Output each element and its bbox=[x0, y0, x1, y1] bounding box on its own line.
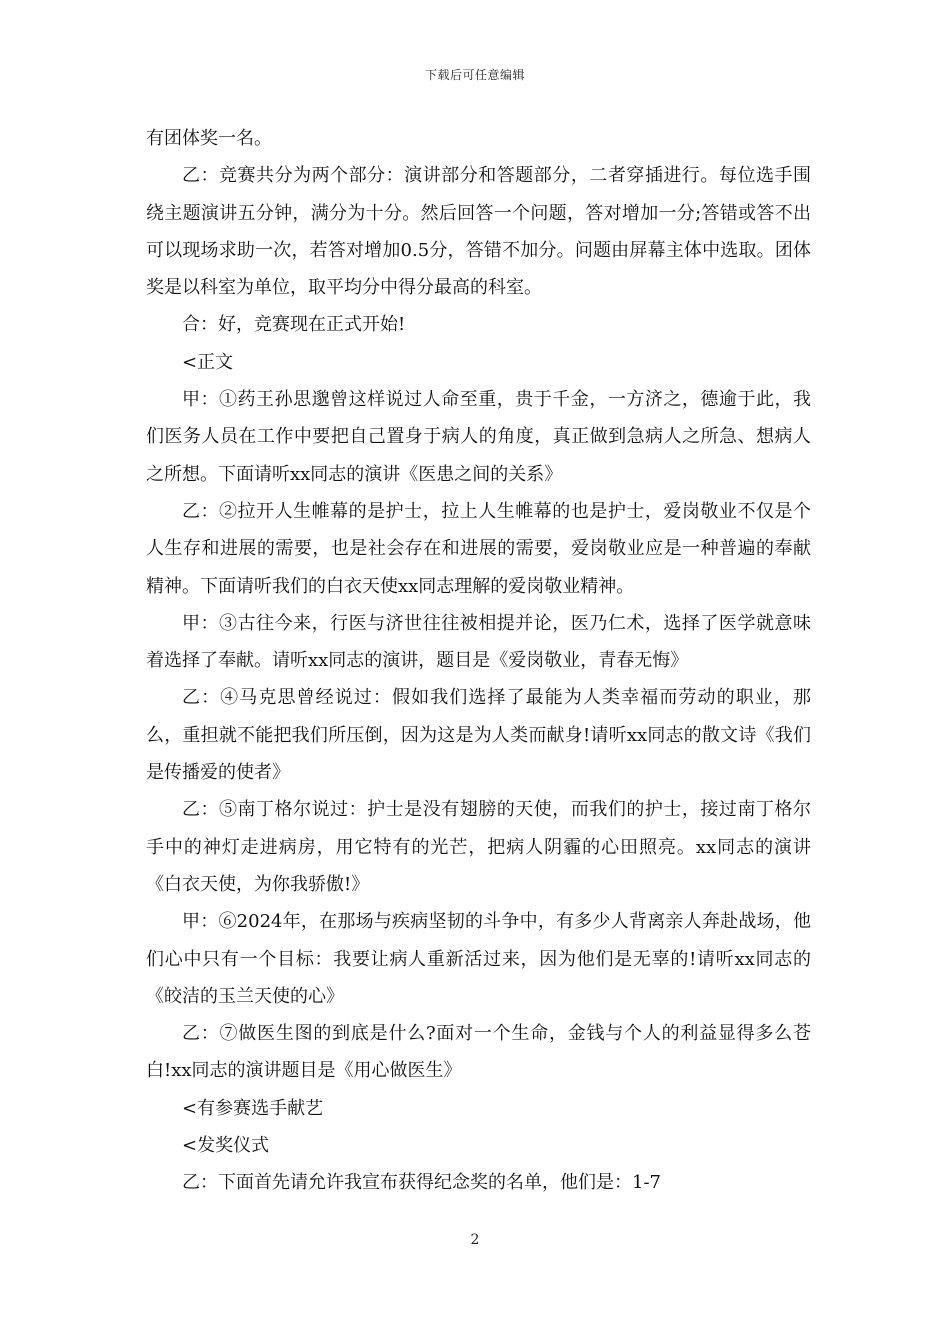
paragraph-rules: 乙：竞赛共分为两个部分：演讲部分和答题部分，二者穿插进行。每位选手围绕主题演讲五分钟，满分为十分。然后回答一个问题，答对增加一分;答错或答不出可以现场求助一次，若答对增加0.5分，答错不加分。问题由屏幕主体中选取。团体奖是以科室为单位，取平均分中得分最高的科室。 bbox=[146, 165, 811, 299]
document-body bbox=[146, 120, 811, 1202]
paragraph-speech-3: 甲：③古往今来，行医与济世往往被相提并论，医乃仁术，选择了医学就意味着选择了奉献。请听xx同志的演讲，题目是《爱岗敬业，青春无悔》 bbox=[146, 612, 811, 672]
section-heading-awards: <发奖仪式 bbox=[182, 1135, 270, 1157]
paragraph-start: 合：好，竞赛现在正式开始! bbox=[182, 314, 406, 336]
paragraph-speech-4: 乙：④马克思曾经说过：假如我们选择了最能为人类幸福而劳动的职业，那么，重担就不能把我们所压倒，因为这是为人类而献身!请听xx同志的散文诗《我们是传播爱的使者》 bbox=[146, 687, 811, 784]
section-heading-performance: <有参赛选手献艺 bbox=[182, 1097, 324, 1119]
page-header: 下载后可任意编辑 bbox=[424, 68, 525, 82]
paragraph-awards: 乙：下面首先请允许我宣布获得纪念奖的名单，他们是：1-7 bbox=[182, 1172, 661, 1194]
paragraph-continuation: 有团体奖一名。 bbox=[146, 128, 272, 149]
section-heading-main: <正文 bbox=[182, 351, 234, 373]
paragraph-speech-5: 乙：⑤南丁格尔说过：护士是没有翅膀的天使，而我们的护士，接过南丁格尔手中的神灯走进病房，用它特有的光芒，把病人阴霾的心田照亮。xx同志的演讲《白衣天使，为你我骄傲!》 bbox=[146, 799, 811, 895]
paragraph-speech-2: 乙：②拉开人生帷幕的是护士，拉上人生帷幕的也是护士，爱岗敬业不仅是个人生存和进展的需要，也是社会存在和进展的需要，爱岗敬业应是一种普遍的奉献精神。下面请听我们的白衣天使xx同志理解的爱岗敬业精神。 bbox=[146, 500, 811, 597]
paragraph-speech-7: 乙：⑦做医生图的到底是什么?面对一个生命，金钱与个人的利益显得多么苍白!xx同志的演讲题目是《用心做医生》 bbox=[146, 1023, 811, 1082]
paragraph-speech-6: 甲：⑥2024年，在那场与疾病坚韧的斗争中，有多少人背离亲人奔赴战场，他们心中只有一个目标：我要让病人重新活过来，因为他们是无辜的!请听xx同志的《皎洁的玉兰天使的心》 bbox=[146, 911, 811, 1007]
paragraph-speech-1: 甲：①药王孙思邈曾这样说过人命至重，贵于千金，一方济之，德逾于此，我们医务人员在工作中要把自己置身于病人的角度，真正做到急病人之所急、想病人之所想。下面请听xx同志的演讲《医患之间的关系》 bbox=[146, 389, 811, 485]
page-number: 2 bbox=[470, 1232, 480, 1248]
